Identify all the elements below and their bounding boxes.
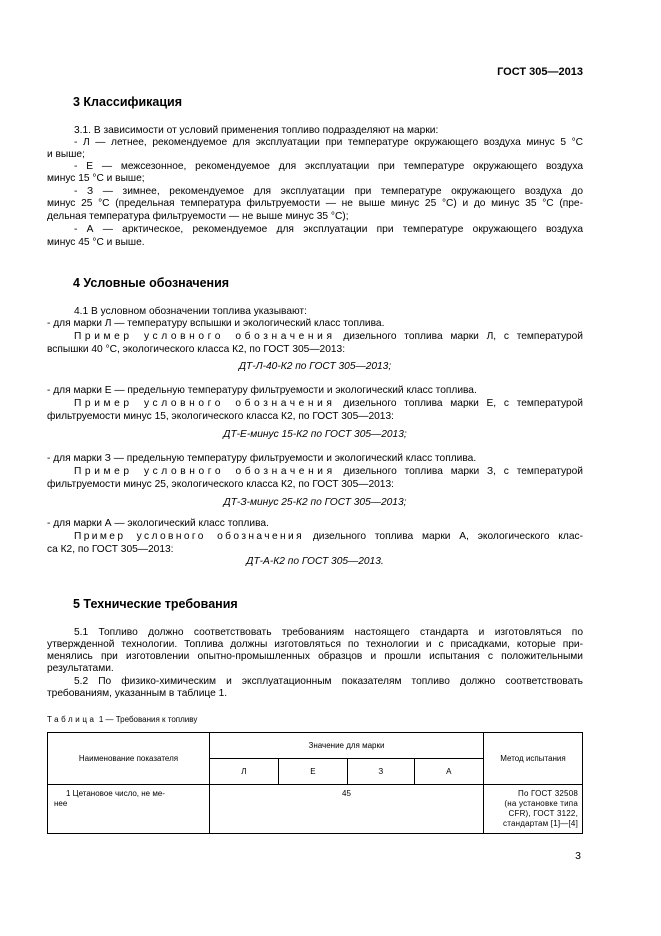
example-text: дизельного топлива марки Е, с температурой — [343, 398, 583, 409]
example-line — [47, 331, 583, 343]
grade-header-a: А — [414, 759, 483, 785]
example-line — [47, 466, 583, 478]
paragraph-line: 5.2 По физико-химическим и эксплуатационным показателям топливо должно соответствовать — [74, 676, 583, 687]
paragraph-line: утвержденной технологии. Топлива должны изготовляться по технологии и с присадками, которые при- — [47, 639, 583, 650]
paragraph-line: - Л — летнее, рекомендуемое для эксплуатации при температуре окружающего воздуха минус 5 °С — [74, 137, 583, 148]
method-line: CFR), ГОСТ 3122, — [508, 809, 578, 818]
example-line — [47, 398, 583, 410]
row-test-method — [484, 785, 583, 834]
row-name-line: 1 Цетановое число, не ме- — [66, 789, 165, 798]
page-number: 3 — [575, 850, 581, 862]
grade-header-z: З — [348, 759, 415, 785]
table-caption-word: Таблица — [47, 715, 97, 724]
method-line: стандартам [1]—[4] — [503, 819, 578, 828]
header-grade-value: Значение для марки — [210, 733, 484, 759]
designation-formula: ДТ-З-минус 25-К2 по ГОСТ 305—2013; — [223, 497, 407, 508]
designation-formula: ДТ-Е-минус 15-К2 по ГОСТ 305—2013; — [223, 429, 407, 440]
paragraph-line: дельная температура фильтруемости — не выше минус 35 °С); — [47, 211, 349, 222]
example-continuation: са К2, по ГОСТ 305—2013: — [47, 544, 174, 555]
grade-marker-line: - для марки Е — предельную температуру фильтруемости и экологический класс топлива. — [47, 385, 477, 396]
example-text: дизельного топлива марки Л, с температурой — [343, 331, 583, 342]
requirements-table — [47, 732, 583, 834]
example-word: Пример условного обозначения — [74, 398, 336, 409]
header-indicator-name: Наименование показателя — [48, 733, 210, 785]
table-caption — [47, 714, 197, 726]
paragraph-line: минус 45 °С и выше. — [47, 237, 145, 248]
method-line: По ГОСТ 32508 — [518, 789, 578, 798]
designation-formula: ДТ-Л-40-К2 по ГОСТ 305—2013; — [238, 361, 392, 372]
example-line — [47, 531, 583, 543]
paragraph-line: 5.1 Топливо должно соответствовать требованиям настоящего стандарта и изготовляться по — [74, 627, 583, 638]
paragraph-line: - З — зимнее, рекомендуемое для эксплуатации при температуре окружающего воздуха до — [74, 186, 583, 197]
grade-marker-line: - для марки А — экологический класс топлива. — [47, 518, 269, 529]
grade-marker-line: - для марки Л — температуру вспышки и экологический класс топлива. — [47, 318, 385, 329]
example-continuation: вспышки 40 °С, экологического класса К2, по ГОСТ 305—2013: — [47, 344, 346, 355]
document-header: ГОСТ 305—2013 — [497, 66, 583, 78]
section-4-title: 4 Условные обозначения — [73, 276, 230, 290]
paragraph-line: 4.1 В условном обозначении топлива указывают: — [74, 306, 307, 317]
header-test-method: Метод испытания — [484, 733, 583, 785]
paragraph-line: минус 25 °С (предельная температура фильтруемости — не выше минус 25 °С) и до минус 35 °С (пре- — [47, 198, 583, 209]
example-continuation: фильтруемости минус 15, экологического класса К2, по ГОСТ 305—2013: — [47, 411, 394, 422]
paragraph-line: 3.1. В зависимости от условий применения топливо подразделяют на марки: — [74, 125, 439, 136]
example-word: Пример условного обозначения — [74, 531, 305, 542]
designation-formula: ДТ-А-К2 по ГОСТ 305—2013. — [246, 556, 384, 567]
row-indicator-name — [48, 785, 210, 834]
example-word: Пример условного обозначения — [74, 466, 336, 477]
table-caption-text: 1 — Требования к топливу — [98, 715, 198, 724]
example-text: дизельного топлива марки З, с температурой — [343, 466, 584, 477]
row-value: 45 — [210, 785, 484, 834]
example-word: Пример условного обозначения — [74, 331, 336, 342]
paragraph-line: требованиям, указанным в таблице 1. — [47, 688, 228, 699]
section-3-title: 3 Классификация — [73, 95, 183, 109]
example-continuation: фильтруемости минус 25, экологического класса К2, по ГОСТ 305—2013: — [47, 479, 394, 490]
row-name-line: нее — [54, 799, 68, 808]
method-line: (на установке типа — [504, 799, 578, 808]
paragraph-line: минус 15 °С и выше; — [47, 173, 145, 184]
example-text: дизельного топлива марки А, экологического клас- — [312, 531, 583, 542]
grade-header-l: Л — [210, 759, 279, 785]
grade-header-e: Е — [278, 759, 347, 785]
grade-marker-line: - для марки З — предельную температуру фильтруемости и экологический класс топлива. — [47, 453, 477, 464]
paragraph-line: и выше; — [47, 149, 85, 160]
paragraph-line: результатами. — [47, 663, 114, 674]
table-row — [48, 785, 583, 834]
section-5-title: 5 Технические требования — [73, 597, 238, 611]
paragraph-line: менялись при изготовлении опытно-промышленных образцов и прошли испытания с положительными — [47, 651, 583, 662]
paragraph-line: - Е — межсезонное, рекомендуемое для эксплуатации при температуре окружающего воздуха — [74, 161, 583, 172]
paragraph-line: - А — арктическое, рекомендуемое для эксплуатации при температуре окружающего воздуха — [74, 224, 583, 235]
